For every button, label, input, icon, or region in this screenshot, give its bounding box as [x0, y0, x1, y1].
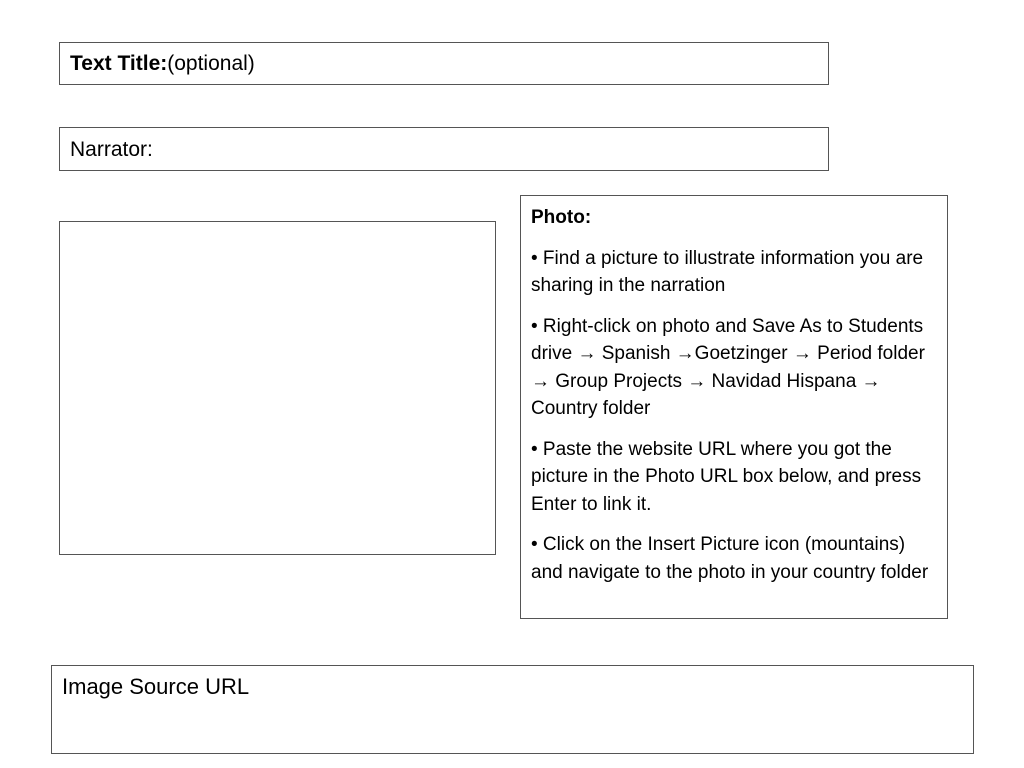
- photo-instruction-item: • Right-click on photo and Save As to Students drive → Spanish →Goetzinger → Period folder → Group Projects → Navidad Hispana → Country folder: [531, 315, 925, 419]
- text-title-box[interactable]: [59, 42, 829, 85]
- photo-instruction-item: • Paste the website URL where you got the picture in the Photo URL box below, and press Enter to link it.: [531, 438, 922, 515]
- photo-instruction-item: • Find a picture to illustrate information you are sharing in the narration: [531, 247, 924, 296]
- photo-instructions-heading: Photo:: [531, 207, 592, 228]
- photo-instruction-item: • Click on the Insert Picture icon (mountains) and navigate to the photo in your country folder: [531, 534, 929, 583]
- photo-instructions-box: [520, 195, 948, 619]
- photo-placeholder[interactable]: [59, 221, 496, 555]
- text-title-optional-hint: (optional): [167, 52, 255, 75]
- image-source-url-box[interactable]: [51, 665, 974, 754]
- narrator-label: Narrator:: [70, 138, 153, 161]
- narrator-box[interactable]: [59, 127, 829, 171]
- image-source-url-label: Image Source URL: [62, 674, 250, 699]
- text-title-label: Text Title:: [70, 52, 168, 75]
